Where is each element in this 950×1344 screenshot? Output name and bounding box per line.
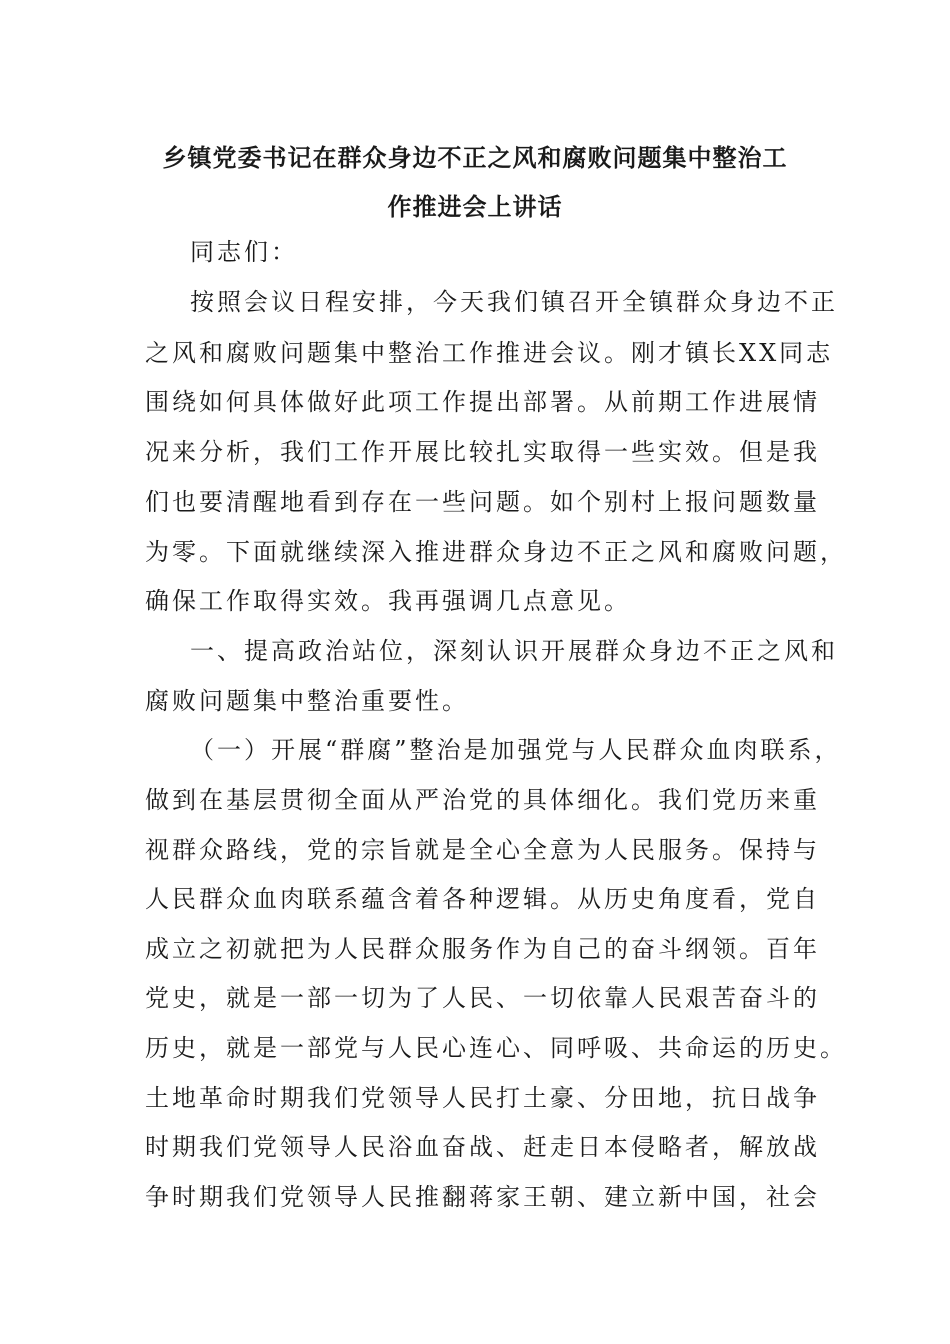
paragraph-line: 争时期我们党领导人民推翻蒋家王朝、建立新中国，社会 [145,1183,820,1211]
document-title-line-1: 乡镇党委书记在群众身边不正之风和腐败问题集中整治工 [162,143,788,172]
subsection-heading-line: （一）开展“群腐”整治是加强党与人民群众血肉联系， [190,736,842,764]
paragraph-line: 做到在基层贯彻全面从严治党的具体细化。我们党历来重 [145,786,820,814]
paragraph-line: 历史，就是一部党与人民心连心、同呼吸、共命运的历史。 [145,1034,847,1062]
paragraph-line: 成立之初就把为人民群众服务作为自己的奋斗纲领。百年 [145,935,820,963]
salutation: 同志们： [190,238,298,266]
section-heading-line: 一、提高政治站位，深刻认识开展群众身边不正之风和 [190,637,838,665]
paragraph-line: 土地革命时期我们党领导人民打土豪、分田地，抗日战争 [145,1084,820,1112]
paragraph-line: 们也要清醒地看到存在一些问题。如个别村上报问题数量 [145,488,820,516]
paragraph-line: 视群众路线，党的宗旨就是全心全意为人民服务。保持与 [145,836,820,864]
document-title-line-2: 作推进会上讲话 [387,192,563,221]
paragraph-line: 为零。下面就继续深入推进群众身边不正之风和腐败问题， [145,538,847,566]
paragraph-line: 况来分析，我们工作开展比较扎实取得一些实效。但是我 [145,438,820,466]
paragraph-line: 确保工作取得实效。我再强调几点意见。 [145,587,631,615]
paragraph-line: 按照会议日程安排，今天我们镇召开全镇群众身边不正 [190,288,838,316]
paragraph-line: 之风和腐败问题集中整治工作推进会议。刚才镇长XX同志 [145,339,834,367]
paragraph-line: 时期我们党领导人民浴血奋战、赶走日本侵略者，解放战 [145,1133,820,1161]
paragraph-line: 围绕如何具体做好此项工作提出部署。从前期工作进展情 [145,388,820,416]
paragraph-line: 人民群众血肉联系蕴含着各种逻辑。从历史角度看，党自 [145,885,820,913]
paragraph-line: 党史，就是一部一切为了人民、一切依靠人民艰苦奋斗的 [145,984,820,1012]
section-heading-line: 腐败问题集中整治重要性。 [145,687,469,715]
